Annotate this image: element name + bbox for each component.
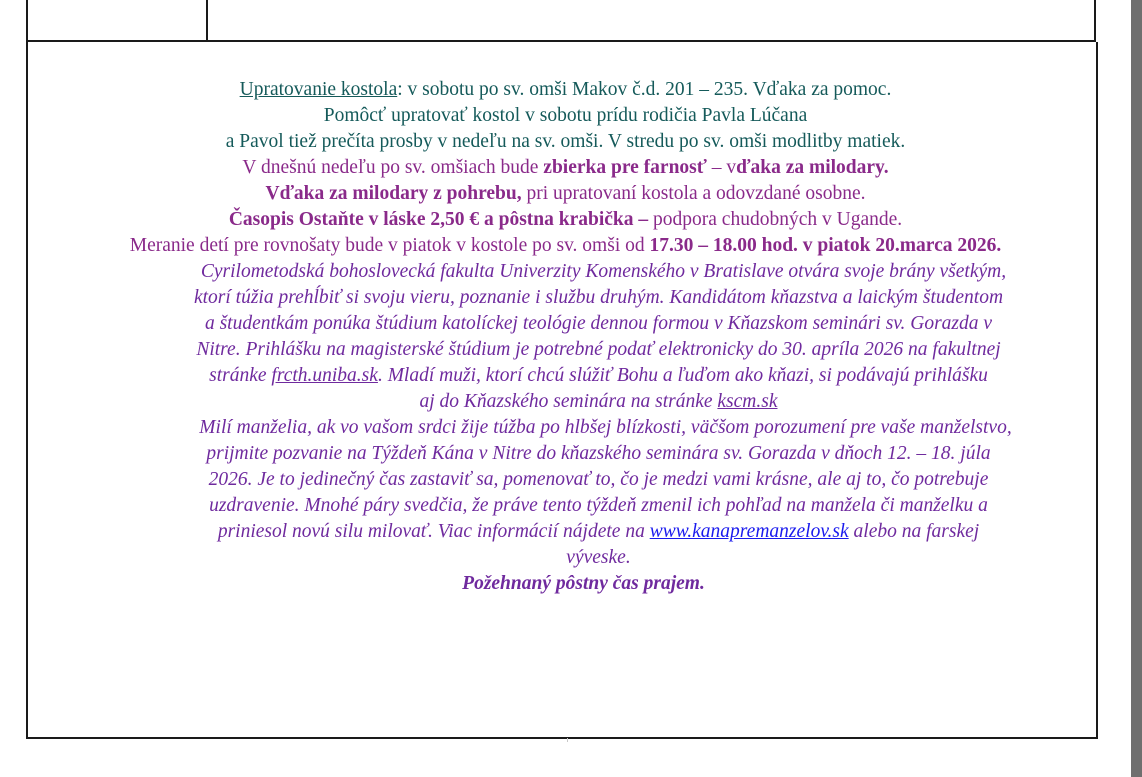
top-table-row <box>26 0 1096 42</box>
kscm-link[interactable]: kscm.sk <box>717 391 778 412</box>
cleaning-heading: Upratovanie kostola <box>239 79 398 100</box>
page-mark <box>567 738 568 742</box>
notice-line-thanks: Vďaka za milodary z pohrebu, pri upratovaní kostola a odovzdané osobne. <box>265 183 866 204</box>
collection-label: zbierka pre farnosť <box>543 157 707 178</box>
kana-announcement: Milí manželia, ak vo vašom srdci žije túžba po hlbšej blízkosti, väčšom porozumení pre vaše manželstvo, prijmite pozvanie na Týždeň Kána v Nitre do kňazského seminára sv. Gorazda v dňoch 12. – 18. júla 2026. Je to jedinečný čas zastaviť sa, pomenovať to, čo je medzi vami krásne, ale aj to, čo potrebuje uzdravenie. Mnohé páry svedčia, že práve tento týždeň zmenil ich pohľad na manžela či manželku a priniesol novú silu milovať. Viac informácií nájdete na www.kanapremanzelov.sk alebo na farskej vývеske. <box>199 417 1012 568</box>
cleaning-text: : v sobotu po sv. omši Makov č.d. 201 – 235. Vďaka za pomoc. <box>397 79 892 100</box>
notices-content <box>0 77 1131 597</box>
notice-line-cleaning <box>0 77 1131 103</box>
notice-line-prayers: a Pavol tiež prečíta prosby v nedeľu na sv. omši. V stredu po sv. omši modlitby matiek. <box>225 131 906 152</box>
closing-blessing: Požehnaný pôstny čas prajem. <box>462 573 705 594</box>
window-edge-strip <box>1131 0 1142 777</box>
table-cell-divider <box>206 0 208 40</box>
notice-line-magazine: Časopis Ostaňte v láske 2,50 € a pôstna krabička – podpora chudobných v Ugande. <box>228 209 903 230</box>
notice-line-helpers: Pomôcť upratovať kostol v sobotu prídu rodičia Pavla Lúčana <box>323 105 808 126</box>
faculty-announcement: Cyrilometodská bohoslovecká fakulta Univerzity Komenského v Bratislave otvára svoje brány všetkým, ktorí túžia prehĺbiť si svoju vieru, poznanie i službu druhým. Kandidátom kňazstva a laickým študentom a študentkám ponúka štúdium katolíckej teológie dennou formou v Kňazskom seminári sv. Gorazda v Nitre. Prihlášku na magisterské štúdium je potrebné podať elektronicky do 30. apríla 2026 na fakultnej stránke frcth.uniba.sk. Mladí muži, ktorí chcú slúžiť Bohu a ľuďom ako kňazi, si podávajú prihlášku aj do Kňazského seminára na stránke kscm.sk <box>193 261 1007 412</box>
frcth-link[interactable]: frcth.uniba.sk <box>271 365 378 386</box>
notice-line-collection: V dnešnú nedeľu po sv. omšiach bude zbierka pre farnosť – vďaka za milodary. <box>242 157 889 178</box>
kana-website-link[interactable]: www.kanapremanzelov.sk <box>649 521 849 542</box>
notice-line-uniforms: Meranie detí pre rovnošaty bude v piatok v kostole po sv. omši od 17.30 – 18.00 hod. v piatok 20.marca 2026. <box>129 235 1002 256</box>
